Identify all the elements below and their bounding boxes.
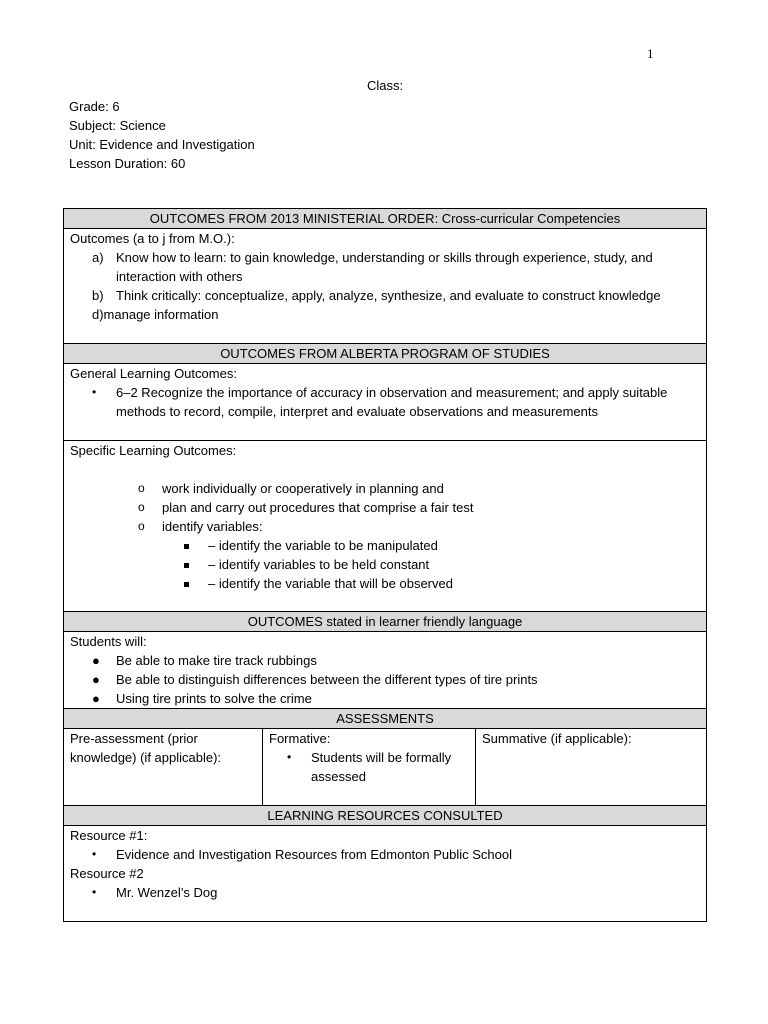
item-text: Evidence and Investigation Resources from Edmonton Public School — [116, 847, 512, 862]
friendly-item — [92, 651, 700, 670]
resource-item — [92, 845, 700, 864]
item-marker: b) — [92, 288, 104, 303]
item-text: Using tire prints to solve the crime — [116, 691, 312, 706]
ministerial-section — [64, 229, 707, 344]
friendly-heading: OUTCOMES stated in learner friendly language — [64, 612, 707, 632]
formative-label: Formative: — [269, 731, 331, 746]
variable-item — [184, 574, 700, 593]
resources-section — [64, 826, 707, 922]
bullet-icon: • — [92, 847, 97, 861]
square-bullet-icon — [184, 555, 189, 574]
item-text: Be able to make tire track rubbings — [116, 653, 317, 668]
circle-bullet-icon: o — [138, 519, 145, 533]
item-marker: a) — [92, 250, 104, 265]
item-text: plan and carry out procedures that comprise a fair test — [162, 500, 474, 515]
item-text: work individually or cooperatively in planning and — [162, 481, 444, 496]
lesson-plan-table — [63, 208, 707, 922]
pre-assessment-cell — [64, 729, 263, 806]
friendly-item — [92, 689, 700, 708]
specific-outcome-item — [138, 517, 700, 536]
square-bullet-icon — [184, 536, 189, 555]
square-bullet-icon — [184, 574, 189, 593]
item-text: Mr. Wenzel’s Dog — [116, 885, 218, 900]
bullet-icon: • — [92, 885, 97, 899]
item-text: – identify the variable that will be observed — [208, 576, 453, 591]
grade: Grade: 6 — [69, 99, 120, 114]
lesson-header — [69, 97, 255, 173]
item-text: Be able to distinguish differences between the different types of tire prints — [116, 672, 538, 687]
assessments-heading: ASSESSMENTS — [64, 709, 707, 729]
ministerial-item-a — [92, 248, 700, 286]
variable-item — [184, 555, 700, 574]
ministerial-intro: Outcomes (a to j from M.O.): — [70, 231, 235, 246]
circle-bullet-icon: o — [138, 481, 145, 495]
bullet-icon: • — [92, 385, 97, 399]
ministerial-extra: d)manage information — [92, 307, 219, 322]
specific-outcome-item — [138, 479, 700, 498]
class-label: Class: — [366, 78, 404, 93]
summative: Summative (if applicable): — [482, 731, 632, 746]
resource-item — [92, 883, 700, 902]
item-text: Think critically: conceptualize, apply, analyze, synthesize, and evaluate to construct knowledge — [116, 288, 661, 303]
formative-cell — [263, 729, 476, 806]
friendly-intro: Students will: — [70, 634, 147, 649]
specific-outcomes-label: Specific Learning Outcomes: — [70, 443, 237, 458]
friendly-section — [64, 632, 707, 709]
summative-cell — [476, 729, 707, 806]
friendly-item — [92, 670, 700, 689]
ministerial-heading: OUTCOMES FROM 2013 MINISTERIAL ORDER: Cross-curricular Competencies — [64, 209, 707, 229]
bullet-icon: ● — [92, 691, 100, 706]
subject: Subject: Science — [69, 118, 166, 133]
ministerial-item-b — [92, 286, 700, 305]
specific-outcomes-section — [64, 441, 707, 612]
item-text: identify variables: — [162, 519, 263, 534]
circle-bullet-icon: o — [138, 500, 145, 514]
bullet-icon: • — [287, 750, 292, 764]
bullet-icon: ● — [92, 653, 100, 668]
formative-item — [287, 748, 469, 786]
item-text: – identify the variable to be manipulated — [208, 538, 438, 553]
lesson-duration: Lesson Duration: 60 — [69, 156, 186, 171]
specific-outcome-item — [138, 498, 700, 517]
general-outcomes-section — [64, 364, 707, 441]
resource-1-label: Resource #1: — [70, 828, 148, 843]
general-outcome-item — [92, 383, 700, 421]
bullet-icon: ● — [92, 672, 100, 687]
item-text: – identify variables to be held constant — [208, 557, 430, 572]
item-text: Students will be formally assessed — [311, 750, 452, 784]
item-text: Know how to learn: to gain knowledge, understanding or skills through experience, study, and interaction with others — [116, 250, 653, 284]
page-number: 1 — [647, 46, 654, 61]
variable-item — [184, 536, 700, 555]
item-text: 6–2 Recognize the importance of accuracy in observation and measurement; and apply suitable methods to record, compile, interpret and evaluate observations and measurements — [116, 385, 668, 419]
resources-heading: LEARNING RESOURCES CONSULTED — [64, 806, 707, 826]
pre-assessment: Pre-assessment (prior knowledge) (if applicable): — [70, 731, 222, 765]
alberta-heading: OUTCOMES FROM ALBERTA PROGRAM OF STUDIES — [64, 344, 707, 364]
resource-2-label: Resource #2 — [70, 866, 144, 881]
general-outcomes-label: General Learning Outcomes: — [70, 366, 237, 381]
unit: Unit: Evidence and Investigation — [69, 137, 255, 152]
